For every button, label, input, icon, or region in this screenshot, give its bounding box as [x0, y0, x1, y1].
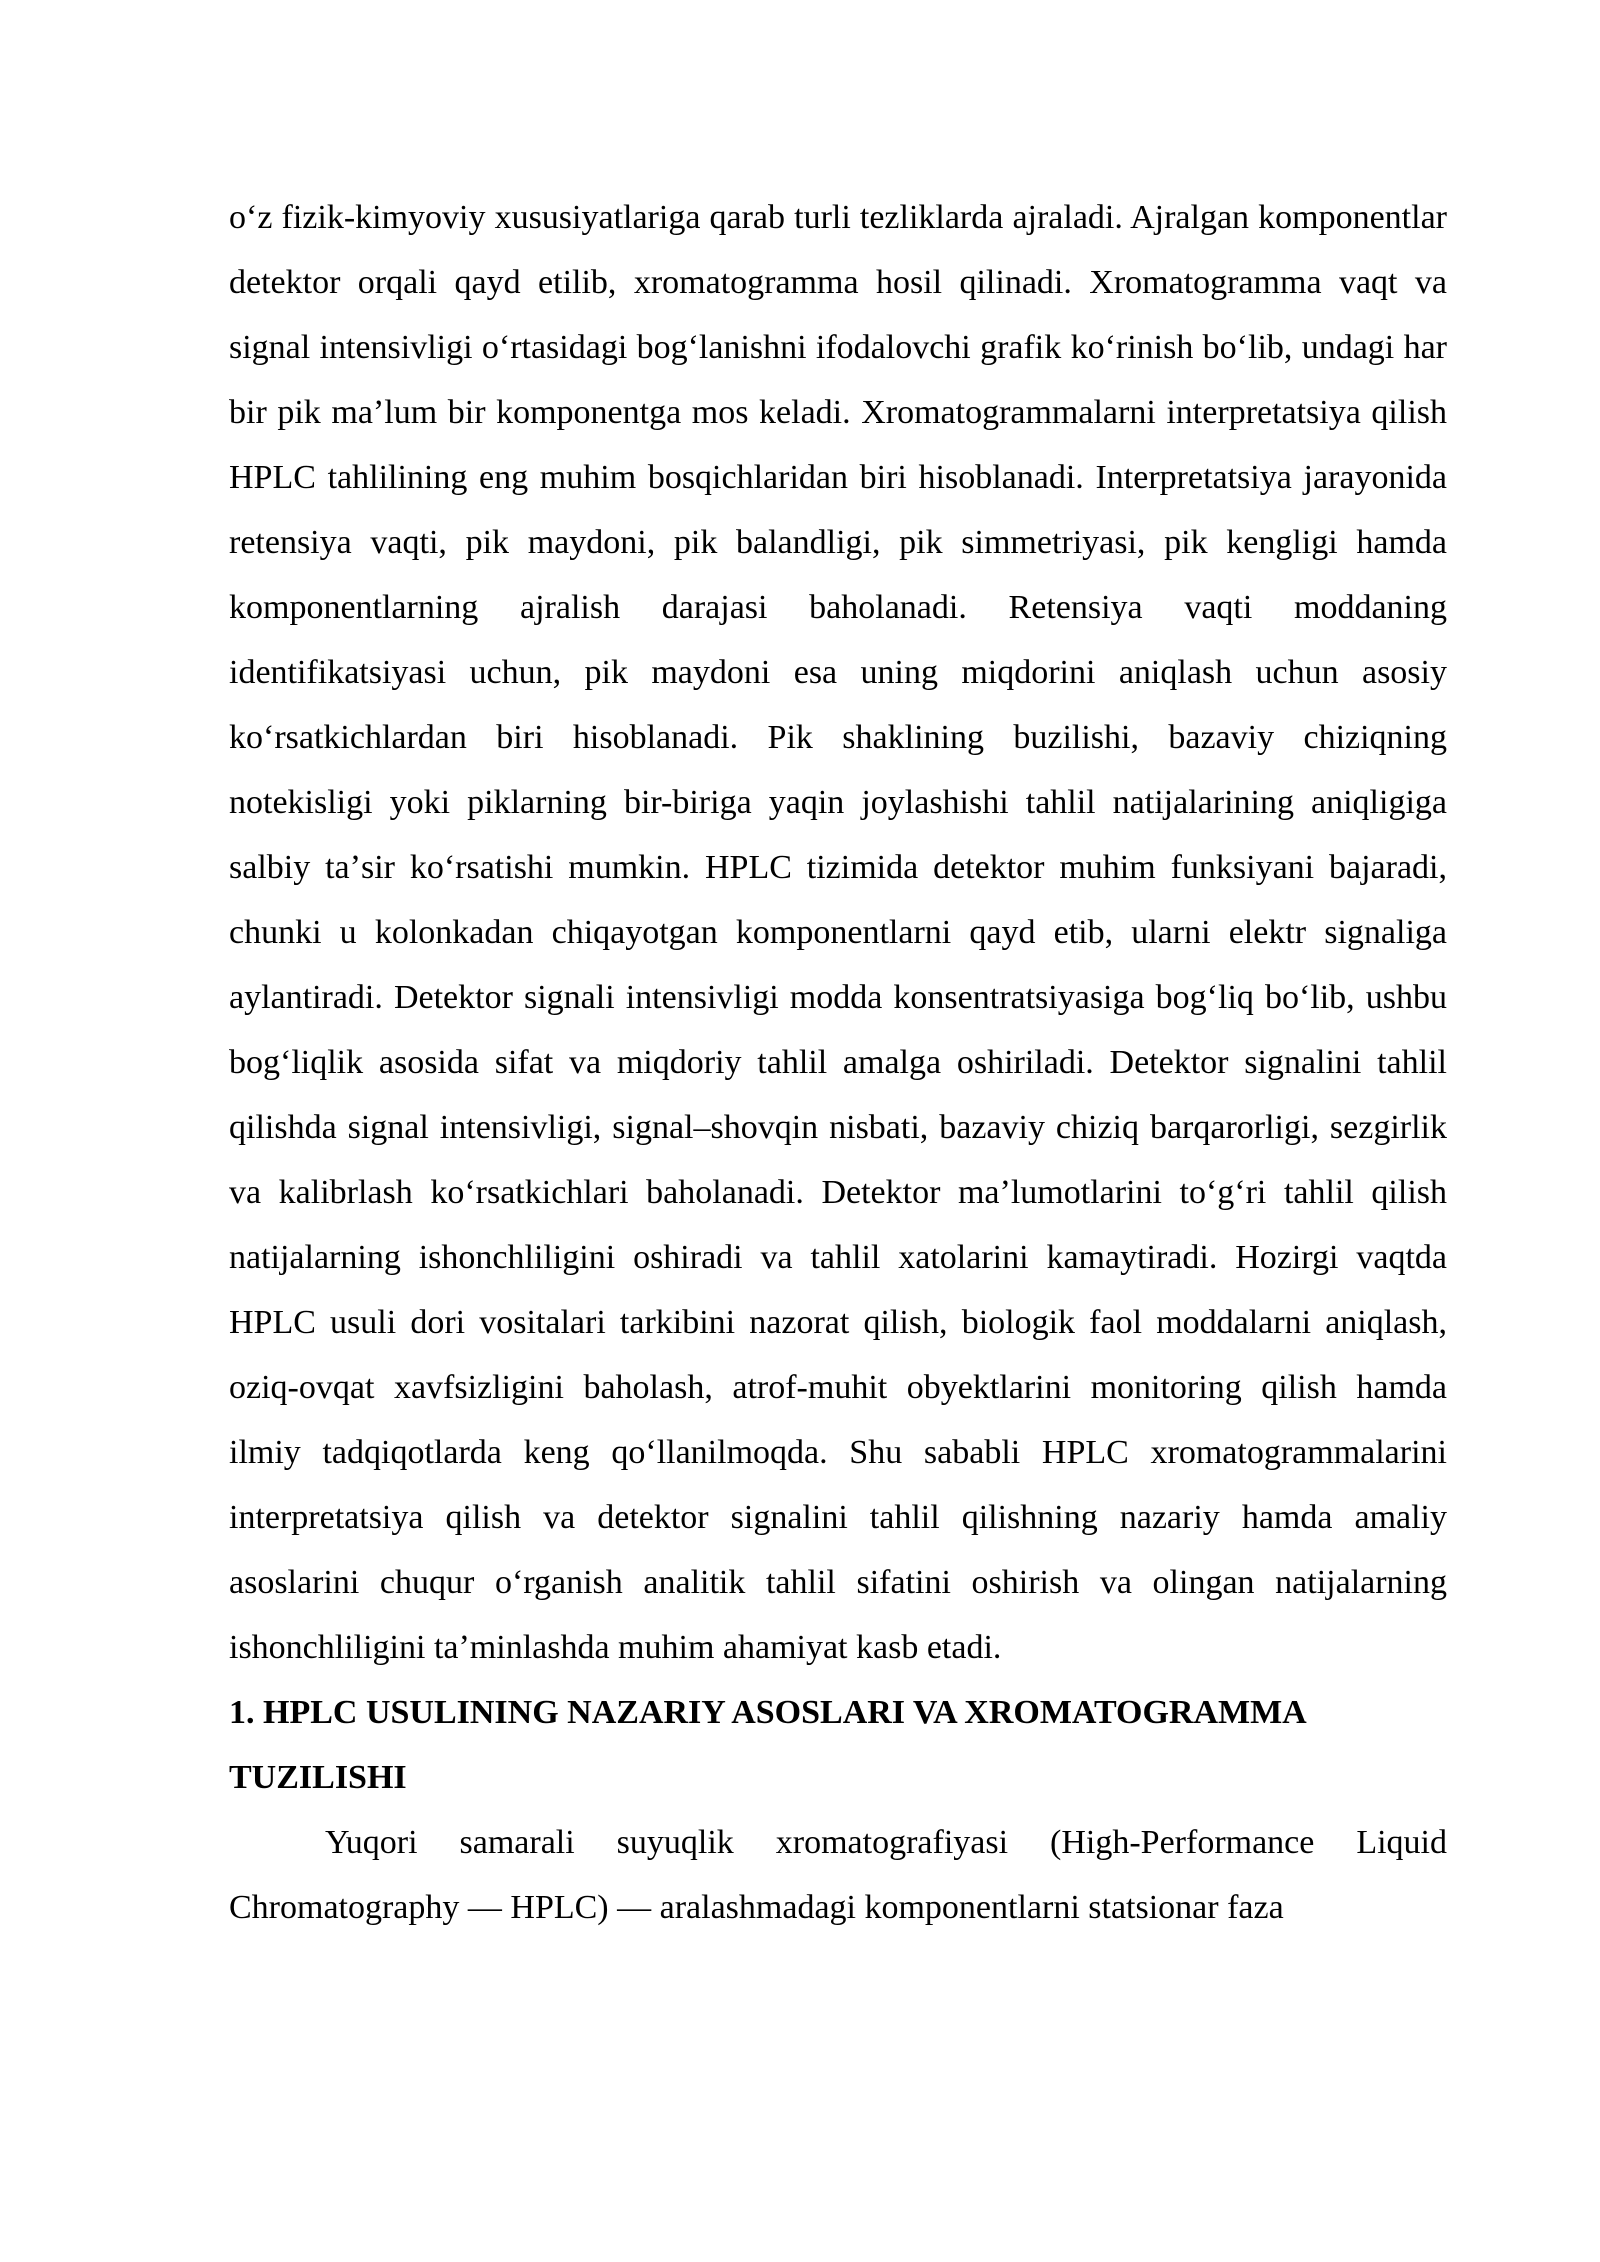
document-page — [229, 185, 1447, 1940]
section-heading: 1. HPLC USULINING NAZARIY ASOSLARI VA XROMATOGRAMMA TUZILISHI — [229, 1694, 1305, 1796]
body-paragraph-intro: Yuqori samarali suyuqlik xromatografiyasi (High-Performance Liquid Chromatography — HPLC) — aralashmadagi komponentlarni statsionar faza — [229, 1824, 1447, 1926]
body-paragraph: oʻz fizik-kimyoviy xususiyatlariga qarab turli tezliklarda ajraladi. Ajralgan komponentlar detektor orqali qayd etilib, xromatogramma hosil qilinadi. Xromatogramma vaqt va signal intensivligi oʻrtasidagi bogʻlanishni ifodalovchi grafik koʻrinish boʻlib, undagi har bir pik maʼlum bir komponentga mos keladi. Xromatogrammalarni interpretatsiya qilish HPLC tahlilining eng muhim bosqichlaridan biri hisoblanadi. Interpretatsiya jarayonida retensiya vaqti, pik maydoni, pik balandligi, pik simmetriyasi, pik kengligi hamda komponentlarning ajralish darajasi baholanadi. Retensiya vaqti moddaning identifikatsiyasi uchun, pik maydoni esa uning miqdorini aniqlash uchun asosiy koʻrsatkichlardan biri hisoblanadi. Pik shaklining buzilishi, bazaviy chiziqning notekisligi yoki piklarning bir-biriga yaqin joylashishi tahlil natijalarining aniqligiga salbiy taʼsir koʻrsatishi mumkin. HPLC tizimida detektor muhim funksiyani bajaradi, chunki u kolonkadan chiqayotgan komponentlarni qayd etib, ularni elektr signaliga aylantiradi. Detektor signali intensivligi modda konsentratsiyasiga bogʻliq boʻlib, ushbu bogʻliqlik asosida sifat va miqdoriy tahlil amalga oshiriladi. Detektor signalini tahlil qilishda signal intensivligi, signal–shovqin nisbati, bazaviy chiziq barqarorligi, sezgirlik va kalibrlash koʻrsatkichlari baholanadi. Detektor maʼlumotlarini toʻgʻri tahlil qilish natijalarning ishonchliligini oshiradi va tahlil xatolarini kamaytiradi. Hozirgi vaqtda HPLC usuli dori vositalari tarkibini nazorat qilish, biologik faol moddalarni aniqlash, oziq-ovqat xavfsizligini baholash, atrof-muhit obyektlarini monitoring qilish hamda ilmiy tadqiqotlarda keng qoʻllanilmoqda. Shu sababli HPLC xromatogrammalarini interpretatsiya qilish va detektor signalini tahlil qilishning nazariy hamda amaliy asoslarini chuqur oʻrganish analitik tahlil sifatini oshirish va olingan natijalarning ishonchliligini taʼminlashda muhim ahamiyat kasb etadi. — [229, 199, 1447, 1666]
